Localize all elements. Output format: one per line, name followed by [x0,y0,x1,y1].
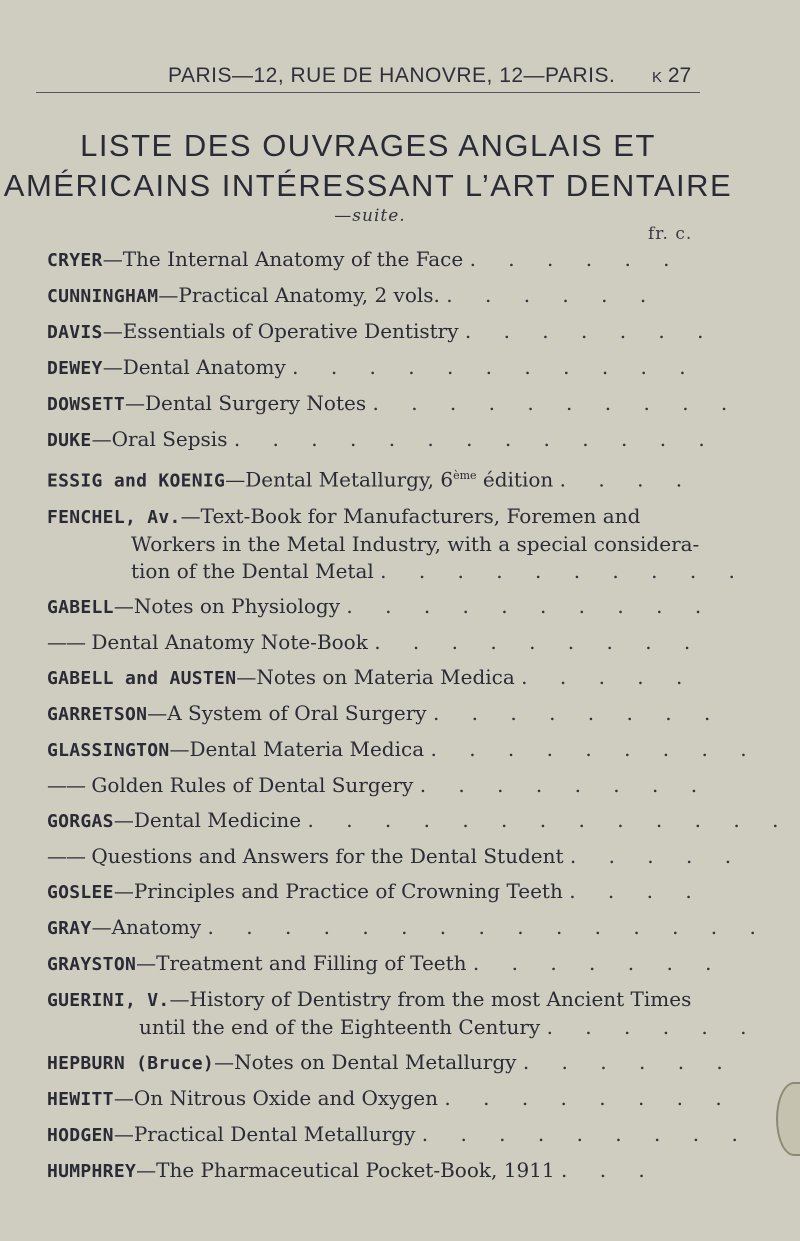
entry-leader-dots: . . . . . . [469,247,683,271]
entry-leader-dots: . . . . . [569,843,745,868]
entry-leader-dots: . . . . . . . . . [374,629,704,654]
entry-leader-dots: . . . . . . . . . . . . . [233,427,718,451]
book-entry [47,950,725,978]
entry-leader-dots: . . . . . . . [464,319,717,343]
entry-title: —Dental Surgery Notes [124,391,367,415]
entry-leader-dots: . . . . . . . . . [430,736,760,761]
entry-leader-dots: . . . . . . . . . . . [292,355,699,379]
entry-leader-dots: . . . . . . . . . [421,1121,751,1146]
entry-leader-dots: . . . . . . . . [419,772,711,797]
entry-title: —Dental Anatomy [102,355,286,379]
entry-leader-dots: . . . . . . . . [444,1085,735,1110]
book-entry [47,629,704,656]
entry-title: Questions and Answers for the Dental Student [85,843,564,868]
entry-title: —Principles and Practice of Crowning Teeth [113,878,563,903]
book-entry [47,318,717,346]
entry-leader-dots: . . . [560,1157,658,1182]
entry-author: GRAY [47,917,92,939]
entry-leader-dots: . . . . . . [446,283,660,307]
book-entry [47,700,724,728]
entry-author: DAVIS [47,322,103,343]
entry-title-continued: tion of the Dental Metal [131,558,374,583]
page-title-line-2: AMÉRICAINS INTÉRESSANT L’ART DENTAIRE [3,168,733,203]
entry-leader-dots: . . . . . . . . . . [372,391,741,415]
header-rule [36,92,700,93]
book-entry [47,1157,658,1185]
entry-title: —The Pharmaceutical Pocket-Book, 1911 [136,1157,555,1182]
entry-title-continued: until the end of the Eighteenth Century [139,1014,541,1039]
entry-ditto-dash: —— [47,772,85,797]
book-entry [47,390,741,418]
entry-ditto-dash: —— [47,629,85,654]
entry-title-end: édition [476,467,554,492]
entry-title: —Treatment and Filling of Teeth [136,950,467,975]
entry-title: —Notes on Materia Medica [236,664,515,689]
book-entry [47,986,760,1041]
book-entry [47,593,715,621]
page-subtitle: —suite. [334,206,406,226]
book-entry [47,282,660,310]
entry-author: DEWEY [47,358,103,379]
book-entry [47,1085,735,1113]
entry-author: FENCHEL, Av. [47,506,181,528]
entry-leader-dots: . . . . [569,878,705,903]
entry-title: —Notes on Physiology [113,593,341,618]
entry-author: GARRETSON [47,703,148,725]
entry-title: —Practical Anatomy, 2 vols. [158,283,440,307]
entry-title: —Anatomy [91,914,202,939]
page-number [652,64,691,88]
entry-leader-dots: . . . . . . . . . . [346,593,715,618]
paper-stain [776,1082,800,1156]
entry-author: HODGEN [47,1124,114,1146]
book-entry [47,878,705,906]
book-entry [47,736,760,764]
entry-leader-dots: . . . . . . [546,1014,760,1039]
entry-leader-dots: . . . . . [521,664,696,689]
entry-title: —On Nitrous Oxide and Oxygen [113,1085,439,1110]
entry-superscript: ème [453,469,477,482]
entry-title: —Text-Book for Manufacturers, Foremen and [180,503,641,528]
page-prefix: K [652,69,663,86]
entry-leader-dots: . . . . . . . . [432,700,724,725]
book-entry [47,772,711,799]
entry-title: —The Internal Anatomy of the Face [102,247,464,271]
entry-leader-dots: . . . . . . . . . . [380,558,748,583]
entry-title: —Notes on Dental Metallurgy [214,1049,517,1074]
entry-leader-dots: . . . . . . . . . . . . . [307,807,792,832]
entry-title: —Dental Medicine [113,807,302,832]
page-header [0,60,800,96]
entry-title: —Oral Sepsis [91,427,228,451]
entry-author: GORGAS [47,810,114,832]
book-entry [47,246,683,274]
book-entry [47,462,696,495]
entry-author: GABELL and AUSTEN [47,667,237,689]
entry-author: HEWITT [47,1088,114,1110]
header-title: PARIS—12, RUE DE HANOVRE, 12—PARIS. [168,64,616,87]
entry-title: Golden Rules of Dental Surgery [85,772,414,797]
book-entry [47,843,745,870]
entry-author: GABELL [47,596,114,618]
entry-title-continued: Workers in the Metal Industry, with a special considera- [131,531,700,556]
book-list [47,246,792,1193]
entry-title: —A System of Oral Surgery [147,700,427,725]
entry-ditto-dash: —— [47,843,85,868]
entry-author: GRAYSTON [47,953,137,975]
entry-title: —Essentials of Operative Dentistry [102,319,459,343]
book-entry [47,503,748,585]
entry-title: —Dental Metallurgy, 6 [225,467,454,492]
book-entry [47,354,699,382]
entry-title: —Dental Materia Medica [169,736,425,761]
entry-leader-dots: . . . . . . . . . . . . . . . [207,914,769,939]
entry-author: HUMPHREY [47,1160,137,1182]
entry-leader-dots: . . . . . . . [472,950,725,975]
entry-author: GUERINI, V. [47,989,170,1011]
book-entry [47,807,792,835]
entry-author: CRYER [47,250,103,271]
entry-title: Dental Anatomy Note-Book [85,629,368,654]
entry-leader-dots: . . . . [559,467,696,492]
entry-leader-dots: . . . . . . [522,1049,736,1074]
book-entry [47,1121,751,1149]
entry-author: CUNNINGHAM [47,286,159,307]
entry-author: HEPBURN (Bruce) [47,1052,215,1074]
book-entry [47,426,718,454]
book-entry [47,664,696,692]
entry-author: GOSLEE [47,881,114,903]
entry-title: —History of Dentistry from the most Ancient Times [169,986,692,1011]
page-title-line-1: LISTE DES OUVRAGES ANGLAIS ET [80,128,656,163]
entry-author: DOWSETT [47,394,125,415]
entry-title: —Practical Dental Metallurgy [113,1121,416,1146]
entry-author: GLASSINGTON [47,739,170,761]
price-column-head: fr. c. [648,224,693,244]
book-entry [47,914,769,942]
page-number-value: 27 [667,64,692,87]
entry-author: ESSIG and KOENIG [47,470,226,492]
book-entry [47,1049,736,1077]
entry-author: DUKE [47,430,92,451]
